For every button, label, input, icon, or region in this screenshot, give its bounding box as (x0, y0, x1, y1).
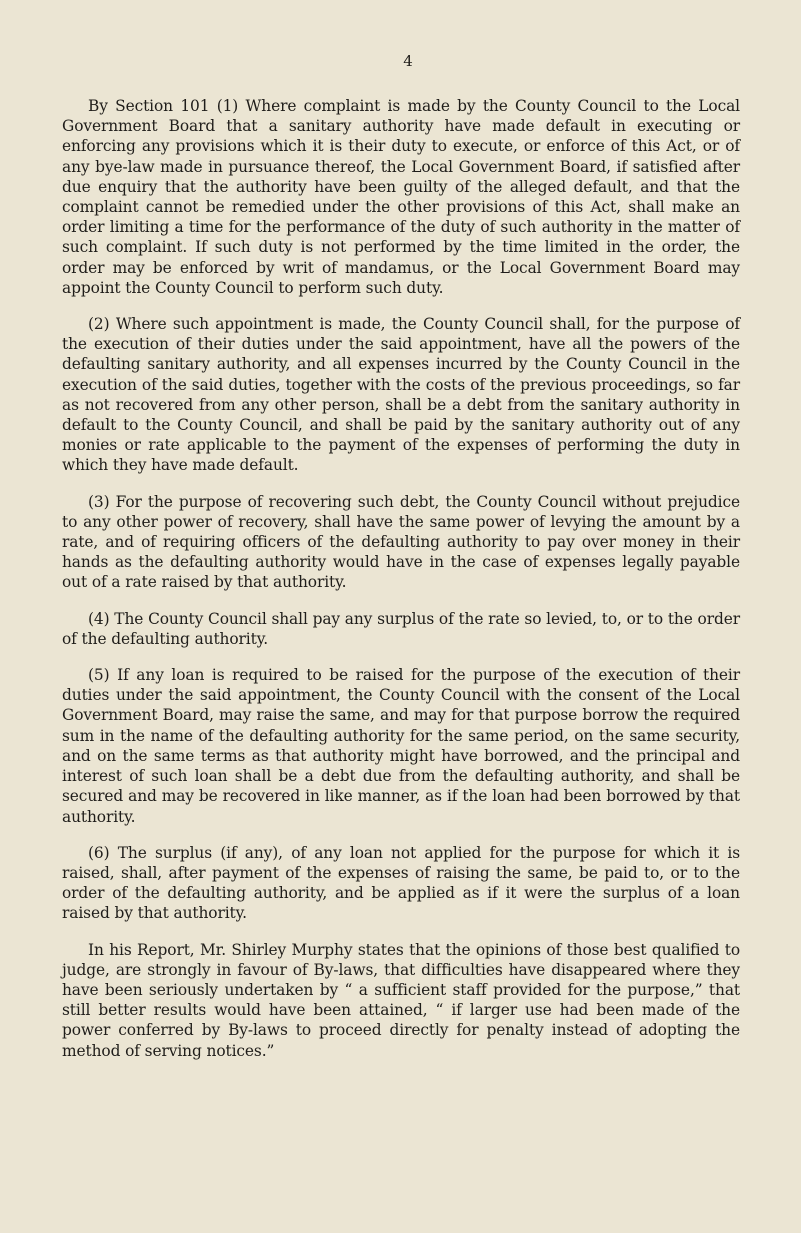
page-number: 4 (403, 52, 413, 70)
paragraph-subsection-5: (5) If any loan is required to be raised for the purpose of the execution of their duties under the said appointment, the County Council with the consent of the Local Government Board, may raise the same, and may for that purpose borrow the required sum in the name of the defaulting authority for the same period, on the same security, and on the same terms as that authority might have borrowed, and the principal and interest of such loan shall be a debt due from the defaulting authority, and shall be secured and may be recovered in like manner, as if the loan had been borrowed by that authority. (62, 666, 740, 826)
paragraph-section-101-1: By Section 101 (1) Where complaint is made by the County Council to the Local Government Board that a sanitary authority have made default in executing or enforcing any provisions which it is their duty to execute, or enforce of this Act, or of any bye-law made in pursuance thereof, the Local Government Board, if satisfied after due enquiry that the authority have been guilty of the alleged default, and that the complaint cannot be remedied under the other provisions of this Act, shall make an order limiting a time for the performance of the duty of such authority in the matter of such complaint. If such duty is not performed by the time limited in the order, the order may be enforced by writ of mandamus, or the Local Government Board may appoint the County Council to perform such duty. (62, 97, 740, 297)
paragraph-subsection-2: (2) Where such appointment is made, the County Council shall, for the purpose of the execution of their duties under the said appointment, have all the powers of the defaulting sanitary authority, and all expenses incurred by the County Council in the execution of the said duties, together with the costs of the previous proceedings, so far as not recovered from any other person, shall be a debt from the sanitary authority in default to the County Council, and shall be paid by the sanitary authority out of any monies or rate applicable to the payment of the expenses of performing the duty in which they have made default. (62, 315, 740, 475)
document-page (62, 52, 740, 1061)
paragraph-subsection-4: (4) The County Council shall pay any surplus of the rate so levied, to, or to the order of the defaulting authority. (62, 609, 740, 648)
paragraph-report-summary: In his Report, Mr. Shirley Murphy states that the opinions of those best qualified to judge, are strongly in favour of By-laws, that difficulties have disappeared where they have been seriously undertaken by “ a sufficient staff provided for the purpose,” that still better results would have been attained, “ if larger use had been made of the power conferred by By-laws to proceed directly for penalty instead of adopting the method of serving notices.” (62, 940, 740, 1060)
paragraph-subsection-6: (6) The surplus (if any), of any loan not applied for the purpose for which it is raised, shall, after payment of the expenses of raising the same, be paid to, or to the order of the defaulting authority, and be applied as if it were the surplus of a loan raised by that authority. (62, 843, 740, 923)
paragraph-subsection-3: (3) For the purpose of recovering such debt, the County Council without prejudice to any other power of recovery, shall have the same power of levying the amount by a rate, and of requiring officers of the defaulting authority to pay over money in their hands as the defaulting authority would have in the case of expenses legally payable out of a rate raised by that authority. (62, 492, 740, 592)
